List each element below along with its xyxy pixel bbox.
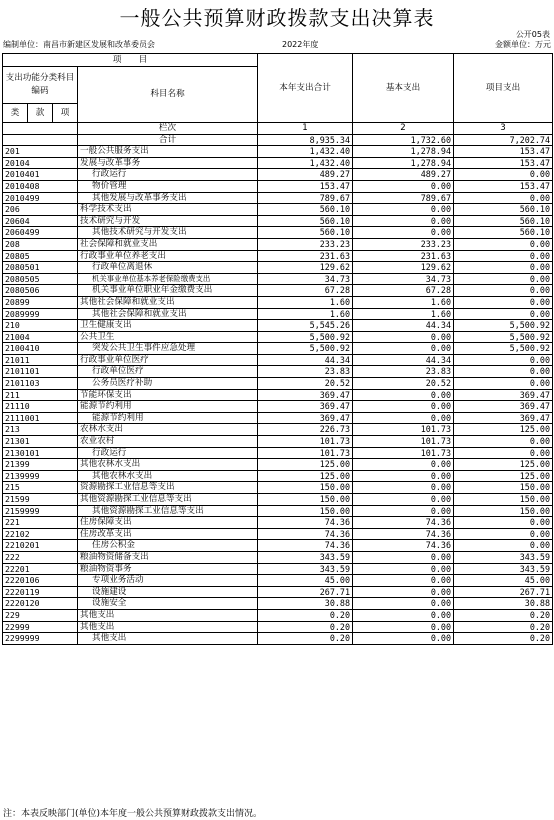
row-project: 5,500.92: [454, 320, 553, 332]
total-sum: 8,935.34: [258, 134, 353, 146]
row-item-name: 其他农林水支出: [78, 459, 258, 471]
row-item-name: 住房保障支出: [78, 517, 258, 529]
row-project: 369.47: [454, 389, 553, 401]
table-row: [3, 320, 553, 332]
row-total: 0.20: [258, 633, 353, 645]
row-basic: 67.28: [353, 285, 454, 297]
row-project: 343.59: [454, 563, 553, 575]
table-row: [3, 505, 553, 517]
row-total: 129.62: [258, 262, 353, 274]
row-item-name: 公共卫生: [78, 331, 258, 343]
row-code: 2089999: [3, 308, 78, 320]
row-code: 208: [3, 238, 78, 250]
row-project: 45.00: [454, 575, 553, 587]
table-row: [3, 633, 553, 645]
row-total: 5,545.26: [258, 320, 353, 332]
row-code: 20899: [3, 296, 78, 308]
row-basic: 789.67: [353, 192, 454, 204]
row-total: 101.73: [258, 436, 353, 448]
row-total: 0.20: [258, 621, 353, 633]
row-code: 20604: [3, 215, 78, 227]
row-basic: 0.00: [353, 331, 454, 343]
row-code: 21011: [3, 354, 78, 366]
col-number-1: 1: [258, 123, 353, 135]
row-basic: 0.00: [353, 412, 454, 424]
total-row: [3, 134, 553, 146]
row-basic: 0.00: [353, 389, 454, 401]
row-basic: 489.27: [353, 169, 454, 181]
row-total: 267.71: [258, 586, 353, 598]
row-item-name: 专项业务活动: [78, 575, 258, 587]
row-code: 221: [3, 517, 78, 529]
row-item-name: 一般公共服务支出: [78, 146, 258, 158]
row-item-name: 住房改革支出: [78, 528, 258, 540]
row-total: 34.73: [258, 273, 353, 285]
row-item-name: 粮油物资储备支出: [78, 551, 258, 563]
row-total: 560.10: [258, 204, 353, 216]
row-project: 0.00: [454, 296, 553, 308]
row-code: 215: [3, 482, 78, 494]
row-item-name: 行政运行: [78, 169, 258, 181]
row-total: 489.27: [258, 169, 353, 181]
row-total: 30.88: [258, 598, 353, 610]
row-item-name: 行政单位离退休: [78, 262, 258, 274]
table-row: [3, 354, 553, 366]
row-basic: 0.00: [353, 598, 454, 610]
table-row: [3, 250, 553, 262]
row-project: 369.47: [454, 412, 553, 424]
row-total: 23.83: [258, 366, 353, 378]
row-item-name: 公务员医疗补助: [78, 378, 258, 390]
row-code: 21110: [3, 401, 78, 413]
row-project: 0.00: [454, 250, 553, 262]
row-project: 0.00: [454, 238, 553, 250]
row-code: 21004: [3, 331, 78, 343]
row-project: 0.00: [454, 308, 553, 320]
row-basic: 74.36: [353, 528, 454, 540]
row-item-name: 其他农林水支出: [78, 470, 258, 482]
form-number: 公开05表: [515, 30, 550, 39]
table-row: [3, 598, 553, 610]
row-basic: 0.00: [353, 621, 454, 633]
table-row: [3, 215, 553, 227]
row-total: 343.59: [258, 551, 353, 563]
table-row: [3, 238, 553, 250]
row-total: 1.60: [258, 296, 353, 308]
row-total: 5,500.92: [258, 331, 353, 343]
row-project: 0.00: [454, 354, 553, 366]
table-row: [3, 621, 553, 633]
row-total: 233.23: [258, 238, 353, 250]
row-item-name: 农林水支出: [78, 424, 258, 436]
row-code: 201: [3, 146, 78, 158]
header-xiang: 项: [53, 104, 78, 123]
row-item-name: 其他社会保障和就业支出: [78, 308, 258, 320]
row-total: 74.36: [258, 540, 353, 552]
row-item-name: 其他技术研究与开发支出: [78, 227, 258, 239]
row-code: 21399: [3, 459, 78, 471]
row-code: 20805: [3, 250, 78, 262]
table-row: [3, 575, 553, 587]
row-item-name: 社会保障和就业支出: [78, 238, 258, 250]
row-basic: 1.60: [353, 308, 454, 320]
amount-unit: 金额单位：万元: [495, 40, 551, 49]
row-basic: 0.00: [353, 633, 454, 645]
row-code: 20104: [3, 157, 78, 169]
row-project: 560.10: [454, 227, 553, 239]
col-number-3: 3: [454, 123, 553, 135]
row-total: 560.10: [258, 227, 353, 239]
row-basic: 1,278.94: [353, 157, 454, 169]
row-basic: 0.00: [353, 459, 454, 471]
row-project: 153.47: [454, 157, 553, 169]
row-code: 21599: [3, 494, 78, 506]
row-basic: 20.52: [353, 378, 454, 390]
row-project: 150.00: [454, 505, 553, 517]
row-project: 0.20: [454, 633, 553, 645]
row-code: 2101101: [3, 366, 78, 378]
row-code: 2080506: [3, 285, 78, 297]
row-item-name: 其他资源勘探工业信息等支出: [78, 505, 258, 517]
row-code: 22102: [3, 528, 78, 540]
table-row: [3, 378, 553, 390]
row-basic: 0.00: [353, 551, 454, 563]
row-code: 2210201: [3, 540, 78, 552]
table-row: [3, 273, 553, 285]
row-basic: 0.00: [353, 343, 454, 355]
row-item-name: 设施建设: [78, 586, 258, 598]
row-total: 560.10: [258, 215, 353, 227]
row-basic: 101.73: [353, 447, 454, 459]
row-basic: 1.60: [353, 296, 454, 308]
table-row: [3, 459, 553, 471]
row-item-name: 粮油物资事务: [78, 563, 258, 575]
table-row: [3, 262, 553, 274]
row-basic: 23.83: [353, 366, 454, 378]
row-item-name: 突发公共卫生事件应急处理: [78, 343, 258, 355]
table-row: [3, 343, 553, 355]
row-code: 2139999: [3, 470, 78, 482]
row-basic: 0.00: [353, 204, 454, 216]
row-total: 20.52: [258, 378, 353, 390]
row-item-name: 行政运行: [78, 447, 258, 459]
table-row: [3, 308, 553, 320]
row-total: 150.00: [258, 482, 353, 494]
table-row: [3, 436, 553, 448]
row-project: 125.00: [454, 459, 553, 471]
row-item-name: 农业农村: [78, 436, 258, 448]
row-basic: 0.00: [353, 470, 454, 482]
row-item-name: 技术研究与开发: [78, 215, 258, 227]
row-project: 30.88: [454, 598, 553, 610]
row-project: 125.00: [454, 470, 553, 482]
row-project: 0.00: [454, 517, 553, 529]
row-code: 2111001: [3, 412, 78, 424]
row-code: 213: [3, 424, 78, 436]
row-project: 343.59: [454, 551, 553, 563]
row-project: 0.00: [454, 273, 553, 285]
row-item-name: 行政单位医疗: [78, 366, 258, 378]
row-code: 22999: [3, 621, 78, 633]
table-row: [3, 285, 553, 297]
row-total: 369.47: [258, 412, 353, 424]
row-item-name: 节能环保支出: [78, 389, 258, 401]
table-row: [3, 586, 553, 598]
row-project: 150.00: [454, 494, 553, 506]
row-basic: 0.00: [353, 575, 454, 587]
row-project: 0.00: [454, 378, 553, 390]
table-row: [3, 227, 553, 239]
row-item-name: 设施安全: [78, 598, 258, 610]
footnote: 注：本表反映部门(单位)本年度一般公共预算财政拨款支出情况。: [3, 809, 263, 819]
header-item-name: 科目名称: [78, 67, 258, 123]
table-row: [3, 551, 553, 563]
header-row-1: [3, 54, 553, 67]
row-basic: 0.00: [353, 482, 454, 494]
row-project: 0.00: [454, 447, 553, 459]
row-basic: 129.62: [353, 262, 454, 274]
row-total: 101.73: [258, 447, 353, 459]
table-row: [3, 412, 553, 424]
row-project: 369.47: [454, 401, 553, 413]
row-basic: 0.00: [353, 227, 454, 239]
row-code: 210: [3, 320, 78, 332]
row-code: 2080505: [3, 273, 78, 285]
table-row: [3, 401, 553, 413]
row-total: 1,432.40: [258, 146, 353, 158]
row-project: 150.00: [454, 482, 553, 494]
row-code: 2010401: [3, 169, 78, 181]
row-project: 0.00: [454, 436, 553, 448]
row-project: 153.47: [454, 180, 553, 192]
lanci-label: 栏次: [78, 123, 258, 135]
row-code: 2100410: [3, 343, 78, 355]
header-total: 本年支出合计: [258, 54, 353, 123]
row-basic: 1,278.94: [353, 146, 454, 158]
table-row: [3, 470, 553, 482]
total-project: 7,202.74: [454, 134, 553, 146]
row-basic: 74.36: [353, 540, 454, 552]
row-project: 0.00: [454, 366, 553, 378]
row-item-name: 行政事业单位医疗: [78, 354, 258, 366]
row-total: 5,500.92: [258, 343, 353, 355]
page-title: 一般公共预算财政拨款支出决算表: [119, 6, 435, 30]
row-total: 369.47: [258, 389, 353, 401]
fiscal-year: 2022年度: [282, 40, 319, 49]
row-basic: 101.73: [353, 436, 454, 448]
row-code: 2080501: [3, 262, 78, 274]
table-row: [3, 157, 553, 169]
row-item-name: 能源节约利用: [78, 401, 258, 413]
row-total: 1.60: [258, 308, 353, 320]
header-basic: 基本支出: [353, 54, 454, 123]
table-row: [3, 494, 553, 506]
row-project: 0.00: [454, 540, 553, 552]
row-code: 2101103: [3, 378, 78, 390]
row-total: 231.63: [258, 250, 353, 262]
row-project: 560.10: [454, 204, 553, 216]
row-code: 2159999: [3, 505, 78, 517]
table-row: [3, 563, 553, 575]
row-basic: 0.00: [353, 609, 454, 621]
row-item-name: 资源勘探工业信息等支出: [78, 482, 258, 494]
header-code-group: 支出功能分类科目编码: [3, 67, 78, 104]
row-project: 5,500.92: [454, 331, 553, 343]
row-total: 45.00: [258, 575, 353, 587]
lanci-row: [3, 123, 553, 135]
table-row: [3, 517, 553, 529]
row-code: 22201: [3, 563, 78, 575]
row-basic: 44.34: [353, 354, 454, 366]
row-total: 1,432.40: [258, 157, 353, 169]
row-project: 0.00: [454, 192, 553, 204]
table-row: [3, 447, 553, 459]
row-total: 74.36: [258, 528, 353, 540]
table-row: [3, 540, 553, 552]
row-project: 0.20: [454, 621, 553, 633]
row-basic: 231.63: [353, 250, 454, 262]
expenditure-table: [2, 53, 553, 645]
table-row: [3, 192, 553, 204]
header-project: 项 目: [3, 54, 258, 67]
row-basic: 74.36: [353, 517, 454, 529]
table-row: [3, 331, 553, 343]
table-row: [3, 528, 553, 540]
row-total: 125.00: [258, 459, 353, 471]
row-item-name: 其他支出: [78, 633, 258, 645]
total-label: 合计: [78, 134, 258, 146]
table-row: [3, 366, 553, 378]
row-basic: 0.00: [353, 494, 454, 506]
row-code: 2220120: [3, 598, 78, 610]
row-code: 2220106: [3, 575, 78, 587]
meta-line: [0, 39, 554, 51]
row-basic: 101.73: [353, 424, 454, 436]
row-total: 125.00: [258, 470, 353, 482]
row-project: 0.00: [454, 285, 553, 297]
row-total: 153.47: [258, 180, 353, 192]
row-item-name: 行政事业单位养老支出: [78, 250, 258, 262]
row-code: 2299999: [3, 633, 78, 645]
row-item-name: 卫生健康支出: [78, 320, 258, 332]
row-code: 21301: [3, 436, 78, 448]
row-project: 560.10: [454, 215, 553, 227]
row-item-name: 物价管理: [78, 180, 258, 192]
row-basic: 0.00: [353, 215, 454, 227]
row-total: 44.34: [258, 354, 353, 366]
row-basic: 0.00: [353, 563, 454, 575]
row-code: 2060499: [3, 227, 78, 239]
header-project-exp: 项目支出: [454, 54, 553, 123]
row-project: 267.71: [454, 586, 553, 598]
row-item-name: 其他资源勘探工业信息等支出: [78, 494, 258, 506]
table-row: [3, 389, 553, 401]
row-code: 211: [3, 389, 78, 401]
table-row: [3, 296, 553, 308]
row-item-name: 其他支出: [78, 621, 258, 633]
col-number-2: 2: [353, 123, 454, 135]
row-code: 229: [3, 609, 78, 621]
row-item-name: 其他发展与改革事务支出: [78, 192, 258, 204]
row-total: 0.20: [258, 609, 353, 621]
row-code: 2220119: [3, 586, 78, 598]
row-basic: 34.73: [353, 273, 454, 285]
row-total: 226.73: [258, 424, 353, 436]
table-row: [3, 180, 553, 192]
row-total: 150.00: [258, 505, 353, 517]
row-item-name: 科学技术支出: [78, 204, 258, 216]
row-total: 150.00: [258, 494, 353, 506]
row-item-name: 住房公积金: [78, 540, 258, 552]
row-total: 343.59: [258, 563, 353, 575]
row-item-name: 其他社会保障和就业支出: [78, 296, 258, 308]
row-item-name: 发展与改革事务: [78, 157, 258, 169]
row-project: 0.20: [454, 609, 553, 621]
row-item-name: 机关事业单位基本养老保险缴费支出: [78, 273, 258, 285]
total-basic: 1,732.60: [353, 134, 454, 146]
row-total: 369.47: [258, 401, 353, 413]
table-row: [3, 169, 553, 181]
row-code: 2130101: [3, 447, 78, 459]
row-code: 2010499: [3, 192, 78, 204]
row-item-name: 其他支出: [78, 609, 258, 621]
row-item-name: 机关事业单位职业年金缴费支出: [78, 285, 258, 297]
row-total: 74.36: [258, 517, 353, 529]
header-kuan: 款: [28, 104, 53, 123]
row-code: 206: [3, 204, 78, 216]
row-code: 222: [3, 551, 78, 563]
table-row: [3, 609, 553, 621]
row-total: 67.28: [258, 285, 353, 297]
row-basic: 0.00: [353, 586, 454, 598]
row-basic: 0.00: [353, 505, 454, 517]
row-basic: 233.23: [353, 238, 454, 250]
table-row: [3, 424, 553, 436]
row-basic: 44.34: [353, 320, 454, 332]
row-item-name: 能源节约利用: [78, 412, 258, 424]
row-basic: 0.00: [353, 180, 454, 192]
row-code: 2010408: [3, 180, 78, 192]
table-row: [3, 204, 553, 216]
table-row: [3, 482, 553, 494]
table-row: [3, 146, 553, 158]
row-basic: 0.00: [353, 401, 454, 413]
row-project: 0.00: [454, 169, 553, 181]
row-project: 0.00: [454, 262, 553, 274]
row-project: 125.00: [454, 424, 553, 436]
compiling-unit: 编制单位：南昌市新建区发展和改革委员会: [3, 40, 155, 49]
header-lei: 类: [3, 104, 28, 123]
row-project: 0.00: [454, 528, 553, 540]
row-project: 5,500.92: [454, 343, 553, 355]
row-project: 153.47: [454, 146, 553, 158]
row-total: 789.67: [258, 192, 353, 204]
